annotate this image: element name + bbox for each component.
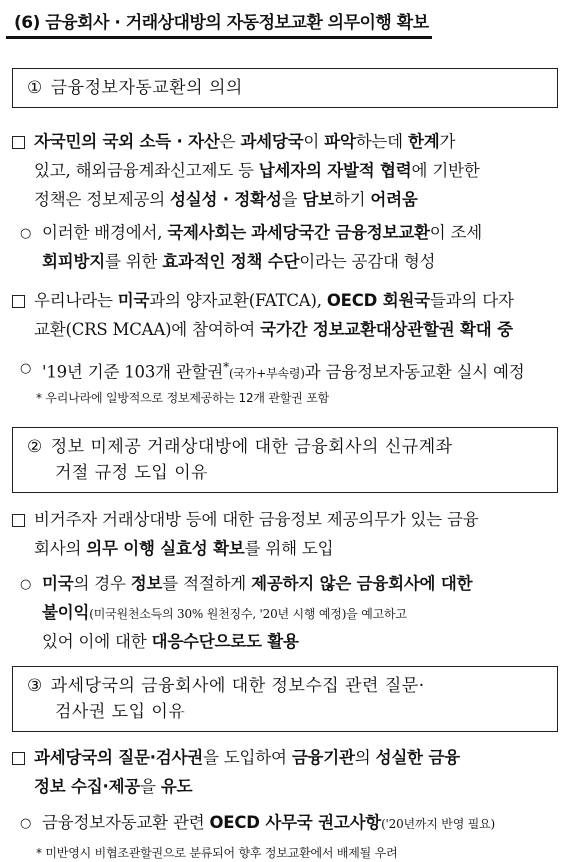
square-bullet-icon <box>12 136 25 149</box>
circle-bullet-icon: ○ <box>20 361 32 376</box>
text-run: 이라는 공감대 형성 <box>299 252 436 271</box>
text-run: 있고, 해외금융계좌신고제도 등 <box>34 161 259 180</box>
text-run: 질문·검사권 <box>118 748 204 767</box>
square-bullet-icon <box>12 295 25 308</box>
text-run: 과의 양자교환(FATCA), <box>149 291 327 310</box>
subheading-text: 과세당국의 금융회사에 대한 정보수집 관련 질문· <box>50 676 425 696</box>
subheading-box-3 <box>12 666 558 732</box>
text-run: 대응수단으로도 활용 <box>151 632 299 651</box>
text-run: ('20년까지 반영 필요) <box>381 817 495 831</box>
subheading-text-line2: 검사권 도입 이유 <box>55 702 186 722</box>
text-run: 과세당국 <box>240 132 304 151</box>
subheading-box-1 <box>12 68 558 108</box>
text-run: 이 조세 <box>429 223 483 242</box>
text-run: 을 <box>140 777 161 796</box>
text-run: 들과의 다자 <box>429 291 514 310</box>
text-run: 을 도입하여 <box>203 748 292 767</box>
text-run: 미국 <box>117 291 150 310</box>
text-run: 정책은 정보제공의 <box>34 190 171 209</box>
text-run: 한계 <box>407 132 440 151</box>
text-run: 금융기관 <box>291 748 355 767</box>
text-run: 어려움 <box>370 190 418 209</box>
text-run: 미국 <box>42 574 74 593</box>
text-run: 파악 <box>324 132 356 151</box>
text-run: 에 기반한 <box>411 161 480 180</box>
text-run: 과세당국의 <box>34 748 119 767</box>
text-run: 를 위한 <box>104 252 163 271</box>
footnote-marker: * <box>223 360 229 374</box>
footnote: * 미반영시 비협조관할권으로 분류되어 향후 정보교환에서 배제될 우려 <box>36 846 398 860</box>
text-run: 교환(CRS MCAA)에 참여하여 <box>34 320 261 339</box>
text-run: 가 <box>439 132 456 151</box>
text-run: 하기 <box>333 190 371 209</box>
subheading-number: ② <box>27 437 43 457</box>
footnote: * 우리나라에 일방적으로 정보제공하는 12개 관할권 포함 <box>36 391 329 405</box>
text-run: 하는데 <box>355 132 408 151</box>
subheading-text: 금융정보자동교환의 의의 <box>50 78 243 98</box>
text-run: 유도 <box>160 777 193 796</box>
text-run: 담보 <box>302 190 334 209</box>
text-run: 제공하지 않은 금융회사에 대한 <box>251 574 473 593</box>
text-run: 과세당국간 금융정보교환 <box>251 223 430 242</box>
section-title: (6) 금융회사 · 거래상대방의 자동정보교환 의무이행 확보 <box>14 13 429 33</box>
square-bullet-icon <box>12 514 25 527</box>
subheading-box-2 <box>12 427 558 493</box>
text-run: 이 <box>303 132 325 151</box>
text-run: 회사의 <box>34 539 87 558</box>
subheading-text: 정보 미제공 거래상대방에 대한 금융회사의 신규계좌 <box>50 437 453 457</box>
text-run: 국제사회는 <box>167 223 247 242</box>
text-run: 를 위해 도입 <box>244 539 334 558</box>
text-run: 과 금융정보자동교환 실시 예정 <box>304 362 525 382</box>
text-run: 효과적인 정책 수단 <box>162 252 300 271</box>
text-run: 국가간 정보교환대상관할권 확대 중 <box>260 320 513 339</box>
text-run: 의 <box>354 748 376 767</box>
text-run: 성실성 · 정확성 <box>170 190 282 209</box>
text-run: 성실한 금융 <box>375 748 460 767</box>
text-run: 정보 수집·제공 <box>34 777 141 796</box>
subheading-number: ① <box>27 78 43 98</box>
text-run: 납세자의 자발적 협력 <box>258 161 412 180</box>
text-run: (국가+부속령) <box>228 366 305 381</box>
circle-bullet-icon: ○ <box>20 816 32 831</box>
text-run: 우리나라는 <box>34 291 118 310</box>
subheading-text-line2: 거절 규정 도입 이유 <box>55 463 209 483</box>
text-run: 은 <box>219 132 241 151</box>
circle-bullet-icon: ○ <box>20 226 32 241</box>
square-bullet-icon <box>12 752 25 765</box>
section-title-underline <box>6 36 432 39</box>
text-run: OECD 회원국 <box>326 291 430 310</box>
text-run: 있어 이에 대한 <box>42 632 152 651</box>
text-run: 정보 <box>130 574 163 593</box>
text-run: 불이익 <box>42 603 90 622</box>
text-run: 금융정보자동교환 관련 <box>42 813 210 832</box>
text-run: OECD 사무국 권고사항 <box>209 813 382 832</box>
text-run: '19년 기준 103개 관할권 <box>42 362 224 382</box>
text-run: (미국원천소득의 30% 원천징수, '20년 시행 예정)을 예고하고 <box>89 607 407 621</box>
text-run: 이러한 배경에서, <box>42 223 168 242</box>
subheading-number: ③ <box>27 676 43 696</box>
text-run: 의무 이행 실효성 확보 <box>86 539 245 558</box>
text-run: 회피방지 <box>42 252 105 271</box>
text-run: 을 <box>281 190 303 209</box>
text-run: 를 적절하게 <box>162 574 252 593</box>
text-run: 자국민의 국외 소득 · 자산 <box>34 132 220 151</box>
circle-bullet-icon: ○ <box>20 577 32 592</box>
text-run: 비거주자 거래상대방 등에 대한 금융정보 제공의무가 있는 금융 <box>34 510 479 529</box>
text-run: 의 경우 <box>73 574 131 593</box>
